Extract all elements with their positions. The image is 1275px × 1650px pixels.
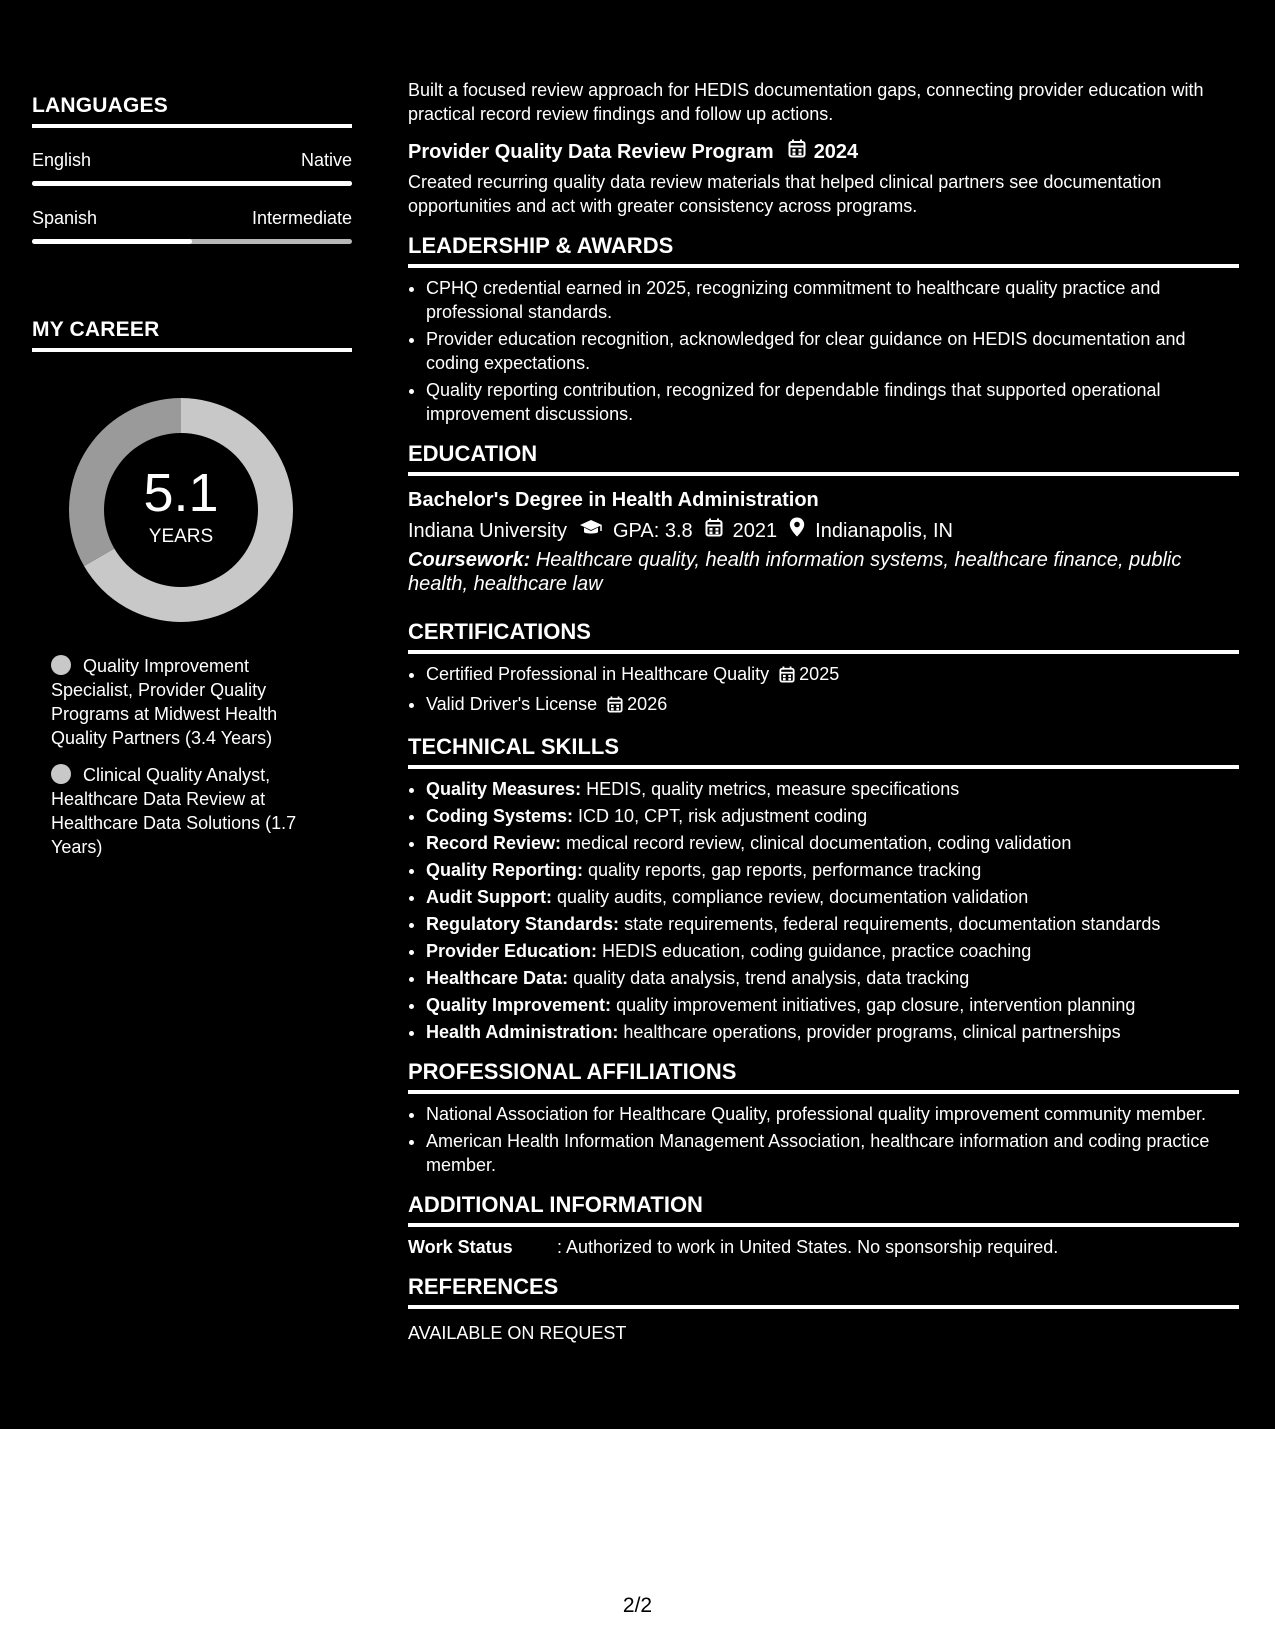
main-content [408, 78, 1239, 1345]
calendar-icon [788, 138, 806, 166]
skill-item [426, 804, 1239, 828]
work-status-value: : Authorized to work in United States. No sponsorship required. [557, 1237, 1059, 1257]
skill-value: quality reports, gap reports, performance tracking [588, 860, 982, 880]
leadership-item: • Provider education recognition, acknowledged for clear guidance on HEDIS documentation and coding expectations. [426, 327, 1239, 375]
career-dot-icon [51, 764, 71, 784]
skill-label: Regulatory Standards: [426, 914, 620, 934]
education-heading: EDUCATION [408, 440, 1239, 476]
language-name: Spanish [32, 208, 98, 228]
education-school: Indiana University [408, 520, 567, 542]
career-item [51, 763, 311, 859]
skill-item [426, 1020, 1239, 1044]
calendar-icon [779, 665, 795, 689]
education-location: Indianapolis, IN [815, 520, 954, 542]
language-proficiency-fill [32, 239, 192, 244]
certification-item [426, 662, 1239, 689]
skill-value: HEDIS education, coding guidance, practice coaching [602, 941, 1032, 961]
skill-label: Coding Systems: [426, 806, 574, 826]
career-item-text: Clinical Quality Analyst, Healthcare Data Review at Healthcare Data Solutions (1.7 Years) [51, 765, 297, 857]
career-list [51, 654, 352, 859]
affiliation-item: • American Health Information Management Association, healthcare information and coding practice member. [426, 1129, 1239, 1177]
references-text: AVAILABLE ON REQUEST [408, 1323, 627, 1343]
project-year: 2024 [813, 141, 859, 163]
skills-heading: TECHNICAL SKILLS [408, 733, 1239, 769]
page-number: 2/2 [622, 1594, 653, 1617]
additional-info-heading: ADDITIONAL INFORMATION [408, 1191, 1239, 1227]
language-item [32, 208, 352, 244]
education-degree: Bachelor's Degree in Health Administration [408, 489, 819, 511]
certifications-heading: CERTIFICATIONS [408, 618, 1239, 654]
career-donut-chart [67, 396, 295, 624]
leadership-list [408, 276, 1239, 426]
work-status-row [408, 1235, 1239, 1259]
skills-list [408, 777, 1239, 1044]
certification-item [426, 692, 1239, 719]
coursework-label: Coursework: [408, 549, 531, 571]
references-heading: REFERENCES [408, 1273, 1239, 1309]
skill-item [426, 912, 1239, 936]
skill-label: Health Administration: [426, 1022, 619, 1042]
coursework-text: Healthcare quality, health information systems, healthcare finance, public health, healthcare law [408, 549, 1182, 595]
skill-label: Audit Support: [426, 887, 552, 907]
skill-label: Quality Measures: [426, 779, 582, 799]
skill-item [426, 831, 1239, 855]
certification-year: 2025 [799, 664, 840, 684]
calendar-icon [607, 695, 623, 719]
skill-item [426, 885, 1239, 909]
skill-item [426, 966, 1239, 990]
graduation-cap-icon [579, 517, 603, 545]
skill-value: state requirements, federal requirements, documentation standards [624, 914, 1161, 934]
certification-name: Certified Professional in Healthcare Quality [426, 664, 770, 684]
language-item [32, 150, 352, 186]
skill-label: Provider Education: [426, 941, 598, 961]
education-gpa: GPA: 3.8 [612, 520, 693, 542]
sidebar [32, 0, 352, 872]
career-item-text: Quality Improvement Specialist, Provider Quality Programs at Midwest Health Quality Partners (3.4 Years) [51, 656, 278, 748]
skill-value: ICD 10, CPT, risk adjustment coding [578, 806, 868, 826]
skill-value: quality improvement initiatives, gap closure, intervention planning [616, 995, 1136, 1015]
affiliation-item: • National Association for Healthcare Quality, professional quality improvement community member. [426, 1102, 1239, 1126]
education-meta [408, 517, 1239, 545]
language-proficiency-bar [32, 239, 352, 244]
career-total-years: 5.1 [143, 463, 219, 523]
language-proficiency-fill [32, 181, 352, 186]
skill-value: quality audits, compliance review, documentation validation [556, 887, 1029, 907]
language-proficiency-bar [32, 181, 352, 186]
skill-value: quality data analysis, trend analysis, data tracking [573, 968, 970, 988]
leadership-item: • CPHQ credential earned in 2025, recognizing commitment to healthcare quality practice and professional standards. [426, 276, 1239, 324]
affiliations-list [408, 1102, 1239, 1177]
certifications-list [408, 662, 1239, 719]
career-years-unit: YEARS [148, 526, 214, 547]
education-coursework [408, 548, 1239, 596]
leadership-heading: LEADERSHIP & AWARDS [408, 232, 1239, 268]
career-donut-label [67, 396, 295, 624]
language-level: Intermediate [251, 208, 352, 228]
affiliations-heading: PROFESSIONAL AFFILIATIONS [408, 1058, 1239, 1094]
career-heading: MY CAREER [32, 318, 352, 352]
project-title-row [408, 138, 1239, 166]
skill-value: medical record review, clinical documentation, coding validation [566, 833, 1072, 853]
language-name: English [32, 150, 92, 170]
skill-value: HEDIS, quality metrics, measure specifications [586, 779, 960, 799]
certification-name: Valid Driver's License [426, 694, 598, 714]
map-pin-icon [789, 517, 805, 545]
project-description: Created recurring quality data review materials that helped clinical partners see documentation opportunities and act with greater consistency across programs. [408, 172, 1162, 216]
career-item [51, 654, 311, 750]
skill-label: Quality Improvement: [426, 995, 612, 1015]
languages-heading: LANGUAGES [32, 94, 352, 128]
language-level: Native [300, 150, 352, 170]
project-intro-text: Built a focused review approach for HEDIS documentation gaps, connecting provider education with practical record review findings and follow up actions. [408, 80, 1204, 124]
calendar-icon [705, 517, 723, 545]
work-status-label: Work Status [408, 1237, 513, 1257]
skill-value: healthcare operations, provider programs, clinical partnerships [623, 1022, 1121, 1042]
education-year: 2021 [732, 520, 778, 542]
certification-year: 2026 [627, 694, 668, 714]
skill-item [426, 777, 1239, 801]
skill-item [426, 939, 1239, 963]
skill-item [426, 993, 1239, 1017]
skill-label: Healthcare Data: [426, 968, 569, 988]
career-dot-icon [51, 655, 71, 675]
skill-label: Quality Reporting: [426, 860, 583, 880]
leadership-item: • Quality reporting contribution, recognized for dependable findings that supported operational improvement discussions. [426, 378, 1239, 426]
project-title: Provider Quality Data Review Program [408, 141, 774, 163]
skill-label: Record Review: [426, 833, 562, 853]
skill-item [426, 858, 1239, 882]
